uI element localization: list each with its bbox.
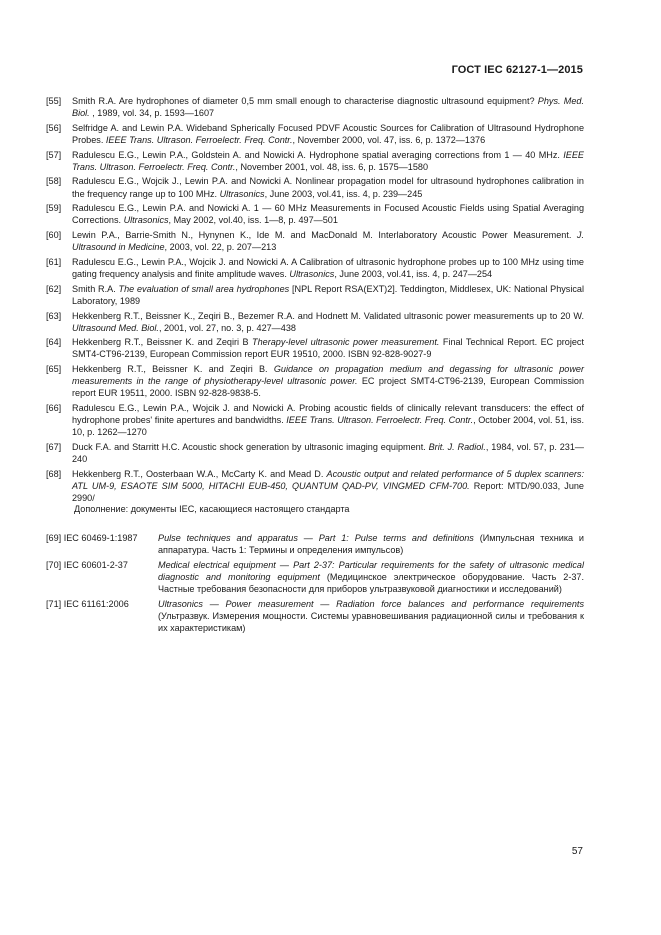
reference-number: [58] — [46, 176, 62, 187]
reference-number: [55] — [46, 96, 62, 106]
reference-text — [72, 150, 584, 172]
text-segment: Radulescu E.G., Wojcik J., Lewin P.A. and Nowicki A. Nonlinear propagation model for ultrasound hydrophones calibration in the frequency range up to 100 MHz. — [72, 176, 584, 199]
reference-text — [72, 284, 584, 306]
text-segment: Final Technical Report. EC project SMT4-CT96-2139, European Commission report EUR 19510, 2000. ISBN 92-828-9027-9 — [72, 337, 584, 360]
italic-title: IEEE Trans. Ultrason. Ferroelectr. Freq. Contr. — [105, 134, 293, 145]
text-segment: (Импульсная техника и аппаратура. Часть 1: Термины и определения импульсов) — [158, 533, 584, 556]
text-segment: EC project SMT4-CT96-2139, European Commission report EUR 19511, 2000. ISBN 92-828-9838-5. — [72, 376, 584, 399]
text-segment: , November 2000, vol. 47, iss. 6, p. 1372—1376 — [292, 134, 486, 145]
reference-entry — [46, 402, 584, 438]
standard-code: [71] IEC 61161:2006 — [46, 598, 129, 609]
text-segment: Lewin P.A., Barrie-Smith N., Hynynen K., Ide M. and MacDonald M. Interlaboratory Acoustic Power Measurement. — [72, 230, 577, 241]
reference-entry — [46, 122, 584, 146]
italic-title: Ultrasonics — [219, 188, 265, 199]
reference-text — [72, 96, 584, 118]
reference-entry — [46, 283, 584, 307]
reference-number: [59] — [46, 203, 62, 214]
italic-title: Ultrasonics — Power measurement — Radiation force balances and performance requirements — [158, 598, 584, 609]
text-segment: , 2003, vol. 22, p. 207—213 — [164, 242, 277, 253]
text-segment: , October 2004, vol. 51, iss. 10, p. 1262—1270 — [72, 415, 584, 438]
text-segment: Report: MTD/90.033, June 2990/ — [72, 481, 584, 504]
reference-number: [63] — [46, 310, 62, 321]
italic-title: Phys. Med. Biol. — [72, 96, 584, 119]
italic-title: Brit. J. Radiol. — [428, 442, 486, 453]
reference-text — [72, 176, 584, 198]
reference-text — [72, 257, 584, 279]
text-segment: Hekkenberg R.T., Beissner K., Zeqiri B., Bezemer R.A. and Hodnett M. Validated ultrasonic power measurements up to 20 W. — [72, 310, 584, 321]
supplement-title: Дополнение: документы IEC, касающиеся настоящего стандарта — [74, 504, 350, 514]
reference-entry — [46, 175, 584, 199]
reference-number: [57] — [46, 149, 62, 160]
page-number: 57 — [571, 846, 583, 857]
text-segment: [NPL Report RSA(EXT)2]. Teddington, Middlesex, UK: National Physical Laboratory, 1989 — [72, 283, 584, 306]
text-segment: , June 2003, vol.41, iss. 4, p. 247—254 — [334, 269, 493, 280]
reference-number: [65] — [46, 364, 62, 375]
standard-code: [70] IEC 60601-2-37 — [46, 559, 128, 570]
text-segment: Hekkenberg R.T., Beissner K. and Zeqiri B. — [72, 364, 274, 375]
standard-entry — [46, 532, 584, 556]
text-segment: (Медицинское электрическое оборудование. Часть 2-37. Частные требования безопасности для приборов ультразвуковой диагностики и исследований) — [158, 571, 584, 595]
italic-title: The evaluation of small area hydrophones — [118, 283, 290, 294]
reference-number: [64] — [46, 337, 62, 348]
text-segment: Smith R.A. Are hydrophones of diameter 0,5 mm small enough to characterise diagnostic ultrasound equipment? — [72, 96, 538, 106]
standard-code: [69] IEC 60469-1:1987 — [46, 533, 138, 543]
reference-text — [72, 403, 584, 437]
italic-title: Ultrasonics — [289, 269, 335, 280]
reference-number: [56] — [46, 122, 62, 133]
text-segment: Radulescu E.G., Lewin P.A., Goldstein A. and Nowicki A. Hydrophone spatial averaging corrections from 1 — 40 MHz. — [72, 149, 564, 160]
text-segment: Radulescu E.G., Lewin P.A., Wojcik J. and Nowicki A. Probing acoustic fields of clinically relevant transducers: the effect of hydrophone probes' finite apertures and bandwidths. — [72, 403, 584, 426]
reference-text — [72, 230, 584, 252]
text-segment: Hekkenberg R.T., Oosterbaan W.A., McCarty K. and Mead D. — [72, 468, 327, 479]
reference-number: [66] — [46, 403, 62, 414]
text-segment: , 2001, vol. 27, no. 3, p. 427—438 — [158, 322, 296, 333]
reference-text — [72, 311, 584, 333]
reference-text — [72, 469, 584, 503]
document-id-header: ГОСТ IEC 62127-1—2015 — [451, 64, 583, 76]
reference-text — [72, 123, 584, 145]
reference-list — [46, 95, 584, 507]
italic-title: Guidance on propagation medium and degassing for ultrasonic power measurements in the range of physiotherapy-level ultrasonic power. — [72, 364, 584, 387]
italic-title: Pulse techniques and apparatus — Part 1: Pulse terms and definitions — [158, 533, 474, 543]
reference-entry — [46, 468, 584, 504]
reference-number: [67] — [46, 442, 62, 453]
text-segment: , November 2001, vol. 48, iss. 6, p. 1575—1580 — [235, 161, 429, 172]
reference-text — [72, 337, 584, 359]
reference-entry — [46, 441, 584, 465]
italic-title: Ultrasonics — [123, 215, 169, 226]
text-segment: , 1989, vol. 34, p. 1593—1607 — [89, 108, 215, 119]
text-segment: , May 2002, vol.40, iss. 1—8, p. 497—501 — [168, 215, 338, 226]
standard-description — [158, 559, 584, 595]
italic-title: Therapy-level ultrasonic power measurement. — [252, 337, 440, 348]
italic-title: Medical electrical equipment — Part 2-37: Particular requirements for the safety of ultrasonic medical diagnostic and monitoring equipment — [158, 559, 584, 582]
reference-entry — [46, 149, 584, 173]
text-segment: Selfridge A. and Lewin P.A. Wideband Spherically Focused PDVF Acoustic Sources for Calibration of Ultrasound Hydrophone Probes. — [72, 122, 584, 145]
italic-title: IEEE Trans. Ultrason. Ferroelectr. Freq. Contr. — [286, 415, 474, 426]
italic-title: Ultrasound Med. Biol. — [72, 322, 159, 333]
standard-description — [158, 532, 584, 556]
standard-description — [158, 598, 584, 634]
text-segment: Hekkenberg R.T., Beissner K. and Zeqiri B — [72, 337, 253, 348]
text-segment: , June 2003, vol.41, iss. 4, p. 239—245 — [264, 188, 423, 199]
reference-entry — [46, 202, 584, 226]
reference-number: [61] — [46, 256, 62, 267]
reference-number: [62] — [46, 283, 62, 294]
italic-title: J. Ultrasound in Medicine — [72, 230, 584, 253]
italic-title: Acoustic output and related performance of 5 duplex scanners: ATL UM-9, ESAOTE SIM 5000, HITACHI EUB-450, QUANTUM QAD-PV, VINGMED CFM-700. — [72, 468, 584, 492]
related-standards-list — [46, 532, 584, 637]
text-segment: Smith R.A. — [72, 283, 119, 294]
reference-entry — [46, 256, 584, 280]
text-segment: Radulescu E.G., Lewin P.A., Wojcik J. and Nowicki A. A Calibration of ultrasonic hydrophone probes up to 100 MHz using time gating frequency analysis and finite amplitude waves. — [72, 256, 584, 280]
italic-title: IEEE Trans. Ultrason. Ferroelectr. Freq. Contr. — [72, 149, 584, 172]
reference-entry — [46, 229, 584, 253]
text-segment: Duck F.A. and Starritt H.C. Acoustic shock generation by ultrasonic imaging equipment. — [72, 442, 429, 453]
reference-entry — [46, 336, 584, 360]
reference-text — [72, 364, 584, 398]
standard-entry — [46, 598, 584, 634]
text-segment: , 1984, vol. 57, p. 231—240 — [72, 442, 584, 465]
text-segment: (Ультразвук. Измерения мощности. Системы уравновешивания радиационной силы и требования к их характеристикам) — [158, 610, 584, 634]
text-segment: Radulescu E.G., Lewin P.A. and Nowicki A. 1 — 60 MHz Measurements in Focused Acoustic Fields using Spatial Averaging Corrections. — [72, 203, 584, 226]
reference-text — [72, 442, 584, 464]
reference-entry — [46, 95, 584, 119]
reference-text — [72, 203, 584, 225]
reference-number: [68] — [46, 468, 62, 479]
reference-entry — [46, 310, 584, 334]
standard-entry — [46, 559, 584, 595]
reference-number: [60] — [46, 230, 62, 241]
reference-entry — [46, 363, 584, 399]
